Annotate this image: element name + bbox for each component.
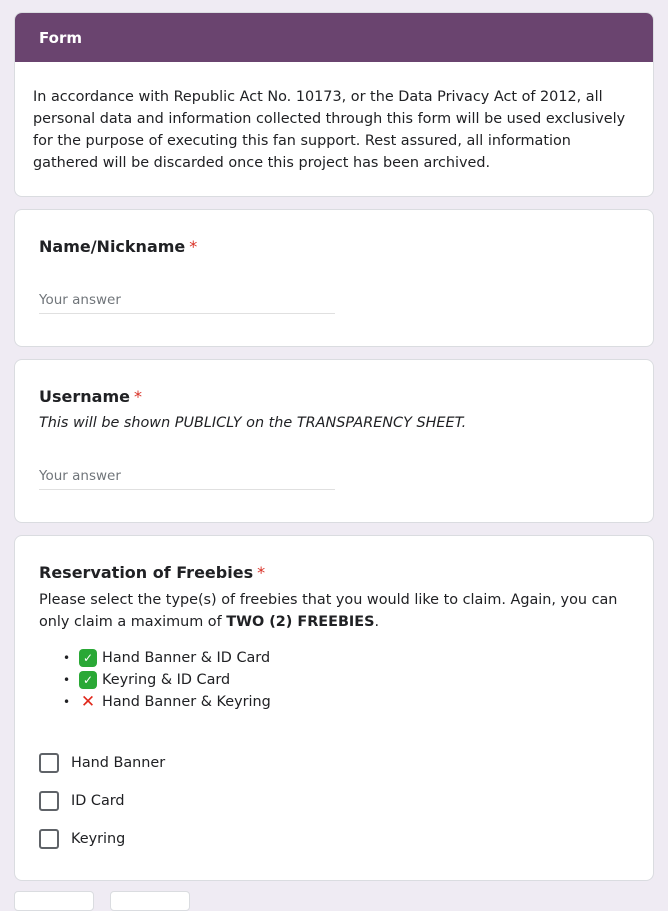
required-asterisk: *	[257, 563, 266, 582]
combo-item	[63, 647, 634, 669]
form-header-card	[14, 12, 654, 197]
checkbox[interactable]	[39, 829, 59, 849]
question-title	[39, 387, 142, 406]
checkbox[interactable]	[39, 753, 59, 773]
description-text: Please select the type(s) of freebies that you would like to claim. Again, you can only claim a maximum of	[39, 592, 618, 630]
combo-item	[63, 669, 634, 691]
cross-emoji-icon: ✕	[80, 692, 96, 712]
question-description	[39, 583, 634, 713]
description-end: .	[374, 614, 380, 630]
checkbox-option-keyring[interactable]	[39, 829, 125, 849]
question-title-text: Username	[39, 387, 130, 406]
combo-list	[63, 647, 634, 713]
combo-text: Hand Banner & Keyring	[102, 694, 271, 710]
next-button[interactable]	[110, 891, 190, 911]
name-input[interactable]: Your answer	[39, 292, 335, 314]
check-emoji-icon: ✓	[79, 671, 97, 689]
form-description: In accordance with Republic Act No. 10173, or the Data Privacy Act of 2012, all personal data and information collected through this form will be used exclusively for the purpose of executing this fan support. Rest assured, all information gathered will be discarded once this project has been archived.	[33, 89, 626, 171]
combo-text: Keyring & ID Card	[102, 672, 231, 688]
required-asterisk: *	[133, 387, 142, 406]
question-title	[39, 563, 265, 582]
combo-item	[63, 691, 634, 713]
username-input[interactable]: Your answer	[39, 468, 335, 490]
question-card-username	[14, 359, 654, 523]
checkbox-option-hand-banner[interactable]	[39, 753, 165, 773]
question-subtitle: This will be shown PUBLICLY on the TRANSPARENCY SHEET.	[39, 415, 467, 431]
checkbox-label: Hand Banner	[71, 755, 166, 771]
back-button[interactable]	[14, 891, 94, 911]
required-asterisk: *	[189, 237, 198, 256]
form-title: Form	[15, 13, 653, 62]
checkbox-label: Keyring	[71, 831, 126, 847]
checkbox-label: ID Card	[71, 793, 125, 809]
question-card-freebies	[14, 535, 654, 881]
checkbox-option-id-card[interactable]	[39, 791, 125, 811]
bullet-icon: •	[63, 651, 71, 665]
check-emoji-icon: ✓	[79, 649, 97, 667]
bullet-icon: •	[63, 695, 71, 709]
question-title-text: Reservation of Freebies	[39, 563, 254, 582]
combo-text: Hand Banner & ID Card	[102, 650, 271, 666]
description-emphasis: TWO (2) FREEBIES	[226, 614, 375, 630]
checkbox[interactable]	[39, 791, 59, 811]
question-title	[39, 237, 197, 256]
freebies-description	[39, 589, 634, 633]
bullet-icon: •	[63, 673, 71, 687]
question-title-text: Name/Nickname	[39, 237, 186, 256]
question-card-name	[14, 209, 654, 347]
